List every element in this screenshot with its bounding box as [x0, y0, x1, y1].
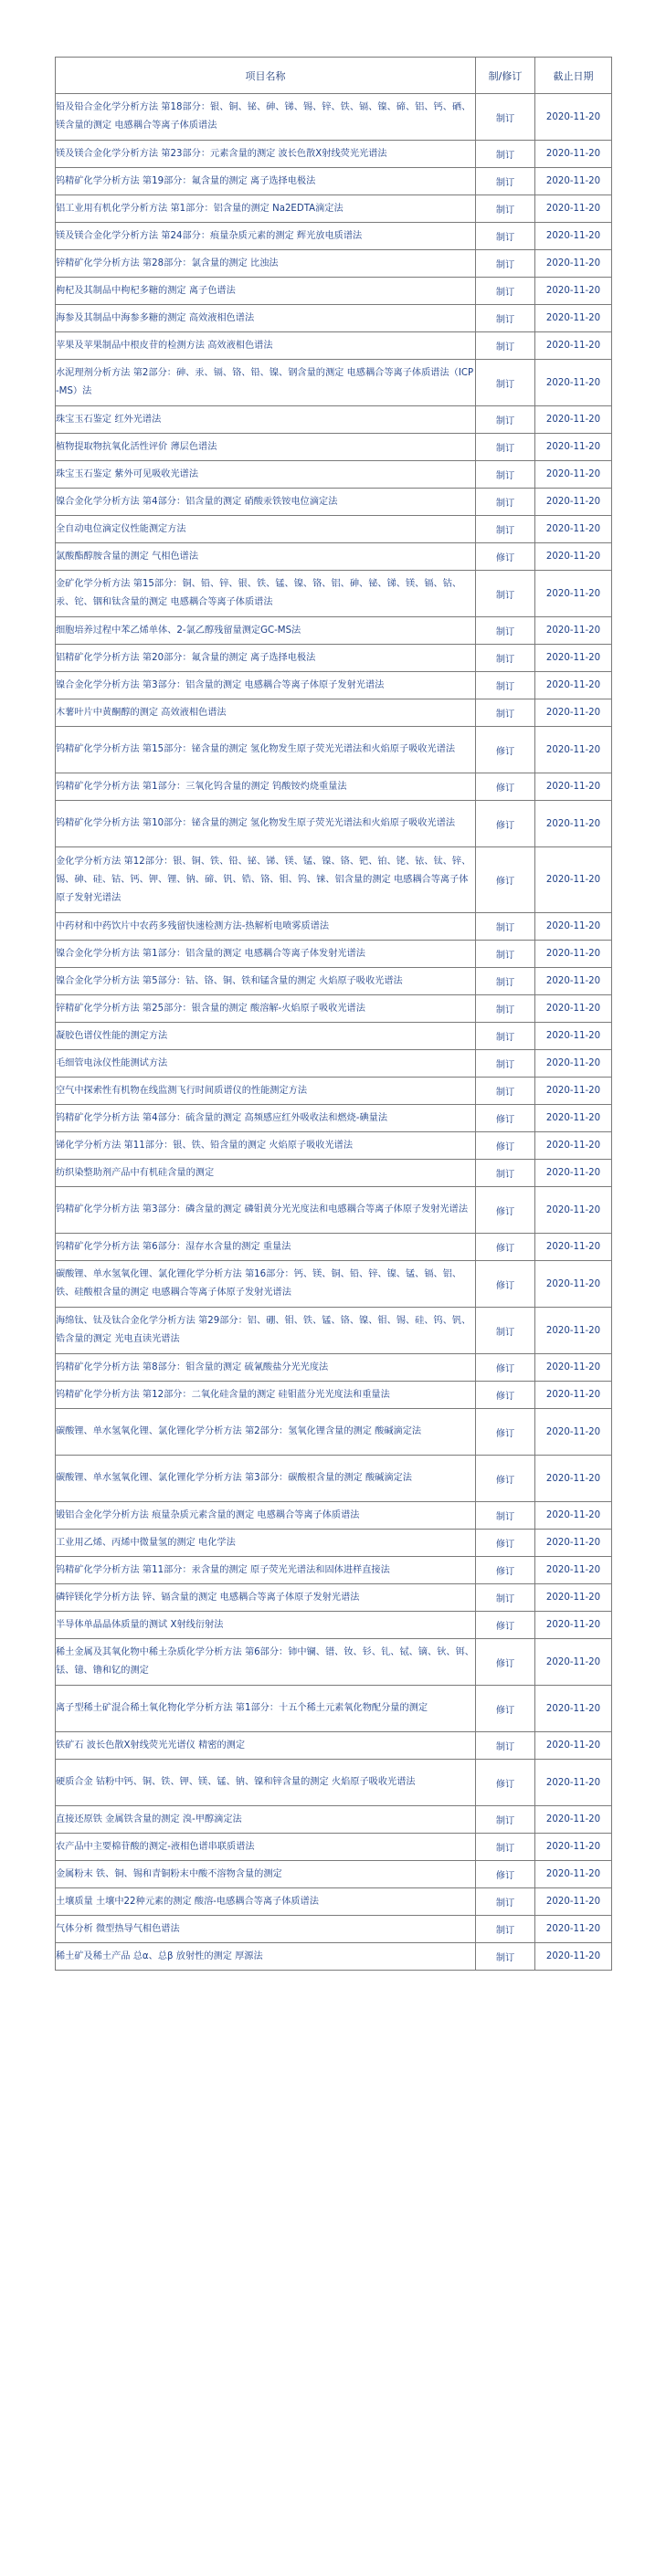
cell-deadline: 2020-11-20	[535, 1132, 612, 1160]
cell-deadline: 2020-11-20	[535, 141, 612, 168]
cell-project-name: 铅及铅合金化学分析方法 第18部分：银、铜、铋、砷、锑、锡、锌、铁、镉、镍、碲、铝、钙、硒、镁含量的测定 电感耦合等离子体质谱法	[56, 94, 476, 141]
cell-deadline: 2020-11-20	[535, 995, 612, 1023]
cell-project-name: 镍合金化学分析方法 第3部分：铝含量的测定 电感耦合等离子体原子发射光谱法	[56, 672, 476, 699]
cell-deadline: 2020-11-20	[535, 913, 612, 941]
cell-type: 制订	[476, 1916, 535, 1943]
cell-deadline: 2020-11-20	[535, 1916, 612, 1943]
cell-type: 制订	[476, 195, 535, 223]
cell-deadline: 2020-11-20	[535, 1834, 612, 1861]
table-row	[56, 1409, 612, 1456]
table-row	[56, 941, 612, 968]
cell-type: 修订	[476, 801, 535, 847]
cell-type: 制订	[476, 995, 535, 1023]
cell-project-name: 铁矿石 波长色散X射线荧光光谱仪 精密的测定	[56, 1732, 476, 1760]
table-row	[56, 250, 612, 278]
table-row	[56, 516, 612, 543]
cell-type: 制订	[476, 1050, 535, 1078]
cell-type: 修订	[476, 1132, 535, 1160]
cell-deadline: 2020-11-20	[535, 941, 612, 968]
table-row	[56, 1760, 612, 1806]
header-project-name: 项目名称	[56, 58, 476, 94]
table-row	[56, 773, 612, 801]
table-row	[56, 801, 612, 847]
cell-type: 修订	[476, 773, 535, 801]
cell-deadline: 2020-11-20	[535, 489, 612, 516]
cell-deadline: 2020-11-20	[535, 1409, 612, 1456]
cell-project-name: 海参及其制品中海参多糖的测定 高效液相色谱法	[56, 305, 476, 332]
cell-type: 制订	[476, 571, 535, 617]
table-row	[56, 1806, 612, 1834]
cell-deadline: 2020-11-20	[535, 1354, 612, 1382]
cell-project-name: 工业用乙烯、丙烯中微量氢的测定 电化学法	[56, 1530, 476, 1557]
cell-type: 制订	[476, 168, 535, 195]
cell-deadline: 2020-11-20	[535, 1557, 612, 1584]
cell-deadline: 2020-11-20	[535, 672, 612, 699]
cell-type: 制订	[476, 434, 535, 461]
cell-project-name: 金矿化学分析方法 第15部分：铜、铅、锌、银、铁、锰、镍、铬、铝、砷、铋、锑、镁、镉、钴、汞、铊、铟和钛含量的测定 电感耦合等离子体质谱法	[56, 571, 476, 617]
cell-project-name: 钨精矿化学分析方法 第1部分：三氧化钨含量的测定 钨酸铵灼烧重量法	[56, 773, 476, 801]
cell-project-name: 碳酸锂、单水氢氧化锂、氯化锂化学分析方法 第2部分：氢氧化锂含量的测定 酸碱滴定法	[56, 1409, 476, 1456]
cell-project-name: 土壤质量 土壤中22种元素的测定 酸溶-电感耦合等离子体质谱法	[56, 1888, 476, 1916]
cell-deadline: 2020-11-20	[535, 1502, 612, 1530]
cell-deadline: 2020-11-20	[535, 543, 612, 571]
cell-project-name: 苹果及苹果制品中根皮苷的检测方法 高效液相色谱法	[56, 332, 476, 360]
cell-type: 制订	[476, 1806, 535, 1834]
cell-type: 制订	[476, 516, 535, 543]
cell-type: 制订	[476, 1834, 535, 1861]
table-row	[56, 1834, 612, 1861]
cell-deadline: 2020-11-20	[535, 1806, 612, 1834]
cell-deadline: 2020-11-20	[535, 1050, 612, 1078]
cell-deadline: 2020-11-20	[535, 617, 612, 645]
cell-deadline: 2020-11-20	[535, 699, 612, 727]
cell-deadline: 2020-11-20	[535, 1861, 612, 1888]
cell-project-name: 珠宝玉石鉴定 紫外可见吸收光谱法	[56, 461, 476, 489]
cell-project-name: 锑化学分析方法 第11部分：银、铁、铅含量的测定 火焰原子吸收光谱法	[56, 1132, 476, 1160]
cell-type: 制订	[476, 941, 535, 968]
cell-type: 制订	[476, 250, 535, 278]
cell-project-name: 碳酸锂、单水氢氧化锂、氯化锂化学分析方法 第3部分：碳酸根含量的测定 酸碱滴定法	[56, 1456, 476, 1502]
cell-deadline: 2020-11-20	[535, 1888, 612, 1916]
table-row	[56, 1308, 612, 1354]
cell-type: 制订	[476, 332, 535, 360]
cell-type: 制订	[476, 461, 535, 489]
header-type: 制/修订	[476, 58, 535, 94]
cell-deadline: 2020-11-20	[535, 847, 612, 913]
cell-project-name: 钨精矿化学分析方法 第19部分：氟含量的测定 离子选择电极法	[56, 168, 476, 195]
cell-type: 修订	[476, 847, 535, 913]
cell-type: 修订	[476, 1187, 535, 1234]
cell-project-name: 钨精矿化学分析方法 第12部分：二氧化硅含量的测定 硅钼蓝分光光度法和重量法	[56, 1382, 476, 1409]
table-row	[56, 1261, 612, 1308]
table-body	[56, 94, 612, 1971]
table-row	[56, 278, 612, 305]
table-row	[56, 727, 612, 773]
cell-type: 修订	[476, 1456, 535, 1502]
cell-deadline: 2020-11-20	[535, 1530, 612, 1557]
cell-project-name: 锌精矿化学分析方法 第25部分：银含量的测定 酸溶解-火焰原子吸收光谱法	[56, 995, 476, 1023]
table-row	[56, 645, 612, 672]
table-row	[56, 617, 612, 645]
cell-type: 修订	[476, 1261, 535, 1308]
cell-type: 修订	[476, 1612, 535, 1639]
cell-deadline: 2020-11-20	[535, 406, 612, 434]
cell-deadline: 2020-11-20	[535, 571, 612, 617]
cell-project-name: 枸杞及其制品中枸杞多糖的测定 离子色谱法	[56, 278, 476, 305]
standards-table	[55, 57, 612, 1971]
cell-project-name: 细胞培养过程中苯乙烯单体、2-氯乙醇残留量测定GC-MS法	[56, 617, 476, 645]
table-row	[56, 1530, 612, 1557]
table-row	[56, 1050, 612, 1078]
cell-project-name: 稀土金属及其氧化物中稀土杂质化学分析方法 第6部分：铈中镧、镨、钕、钐、钆、铽、镝、钬、铒、铥、镱、镥和钇的测定	[56, 1639, 476, 1686]
cell-project-name: 镍合金化学分析方法 第5部分：钴、铬、铜、铁和锰含量的测定 火焰原子吸收光谱法	[56, 968, 476, 995]
table-row	[56, 913, 612, 941]
cell-project-name: 金化学分析方法 第12部分：银、铜、铁、铅、铋、锑、镁、锰、镍、铬、钯、铂、铑、铱、钛、锌、锡、砷、硅、钴、钙、钾、锂、钠、碲、钒、锆、铬、钼、钨、铼、铝含量的测定 电感耦合等离子体原子发射光谱法	[56, 847, 476, 913]
cell-type: 制订	[476, 141, 535, 168]
cell-type: 修订	[476, 1686, 535, 1732]
cell-type: 制订	[476, 1078, 535, 1105]
cell-deadline: 2020-11-20	[535, 773, 612, 801]
cell-project-name: 镁及镁合金化学分析方法 第23部分：元素含量的测定 波长色散X射线荧光光谱法	[56, 141, 476, 168]
table-row	[56, 141, 612, 168]
cell-deadline: 2020-11-20	[535, 1105, 612, 1132]
table-row	[56, 332, 612, 360]
cell-type: 制订	[476, 94, 535, 141]
table-row	[56, 699, 612, 727]
cell-project-name: 中药材和中药饮片中农药多残留快速检测方法-热解析电喷雾质谱法	[56, 913, 476, 941]
cell-type: 制订	[476, 1023, 535, 1050]
cell-deadline: 2020-11-20	[535, 1023, 612, 1050]
cell-project-name: 硬质合金 钴粉中钙、铜、铁、钾、镁、锰、钠、镍和锌含量的测定 火焰原子吸收光谱法	[56, 1760, 476, 1806]
cell-deadline: 2020-11-20	[535, 968, 612, 995]
cell-type: 制订	[476, 278, 535, 305]
cell-project-name: 锌精矿化学分析方法 第28部分：氯含量的测定 比浊法	[56, 250, 476, 278]
table-row	[56, 543, 612, 571]
table-header-row	[56, 58, 612, 94]
cell-project-name: 钨精矿化学分析方法 第8部分：钼含量的测定 硫氰酸盐分光光度法	[56, 1354, 476, 1382]
cell-deadline: 2020-11-20	[535, 645, 612, 672]
cell-type: 制订	[476, 968, 535, 995]
table-row	[56, 1916, 612, 1943]
cell-project-name: 碳酸锂、单水氢氧化锂、氯化锂化学分析方法 第16部分：钙、镁、铜、铅、锌、镍、锰、镉、铝、铁、硅酸根含量的测定 电感耦合等离子体原子发射光谱法	[56, 1261, 476, 1308]
cell-project-name: 钨精矿化学分析方法 第10部分：铋含量的测定 氢化物发生原子荧光光谱法和火焰原子吸收光谱法	[56, 801, 476, 847]
table-row	[56, 1732, 612, 1760]
cell-project-name: 水泥理剂分析方法 第2部分：砷、汞、镉、铬、铅、镍、钢含量的测定 电感耦合等离子体质谱法（ICP-MS）法	[56, 360, 476, 406]
cell-project-name: 气体分析 微型热导气相色谱法	[56, 1916, 476, 1943]
cell-project-name: 铝精矿化学分析方法 第20部分：氟含量的测定 离子选择电极法	[56, 645, 476, 672]
cell-project-name: 空气中探索性有机物在线监测飞行时间质谱仪的性能测定方法	[56, 1078, 476, 1105]
cell-type: 修订	[476, 1861, 535, 1888]
cell-deadline: 2020-11-20	[535, 1639, 612, 1686]
cell-project-name: 植物提取物抗氧化活性评价 薄层色谱法	[56, 434, 476, 461]
cell-deadline: 2020-11-20	[535, 434, 612, 461]
table-row	[56, 847, 612, 913]
cell-deadline: 2020-11-20	[535, 305, 612, 332]
table-row	[56, 1686, 612, 1732]
table-row	[56, 1078, 612, 1105]
cell-project-name: 金属粉末 铁、铜、锡和青铜粉末中酸不溶物含量的测定	[56, 1861, 476, 1888]
cell-type: 制订	[476, 305, 535, 332]
table-row	[56, 672, 612, 699]
table-row	[56, 1888, 612, 1916]
cell-deadline: 2020-11-20	[535, 1078, 612, 1105]
table-row	[56, 1160, 612, 1187]
cell-deadline: 2020-11-20	[535, 1160, 612, 1187]
cell-deadline: 2020-11-20	[535, 1234, 612, 1261]
cell-type: 制订	[476, 406, 535, 434]
cell-type: 制订	[476, 617, 535, 645]
table-row	[56, 1861, 612, 1888]
table-row	[56, 1639, 612, 1686]
table-row	[56, 1612, 612, 1639]
cell-type: 制订	[476, 1160, 535, 1187]
cell-deadline: 2020-11-20	[535, 1308, 612, 1354]
cell-deadline: 2020-11-20	[535, 1382, 612, 1409]
table-row	[56, 1502, 612, 1530]
cell-type: 修订	[476, 1639, 535, 1686]
cell-deadline: 2020-11-20	[535, 1943, 612, 1971]
cell-project-name: 离子型稀土矿混合稀土氧化物化学分析方法 第1部分：十五个稀土元素氧化物配分量的测定	[56, 1686, 476, 1732]
cell-type: 修订	[476, 1530, 535, 1557]
cell-type: 修订	[476, 1557, 535, 1584]
cell-type: 制订	[476, 1943, 535, 1971]
cell-project-name: 直接还原铁 金属铁含量的测定 溴-甲醇滴定法	[56, 1806, 476, 1834]
cell-project-name: 农产品中主要棉苷酸的测定-液相色谱串联质谱法	[56, 1834, 476, 1861]
cell-project-name: 半导体单晶晶体质量的测试 X射线衍射法	[56, 1612, 476, 1639]
cell-project-name: 氯酸酯醇胺含量的测定 气相色谱法	[56, 543, 476, 571]
cell-type: 制订	[476, 1732, 535, 1760]
cell-deadline: 2020-11-20	[535, 1456, 612, 1502]
table-row	[56, 406, 612, 434]
cell-deadline: 2020-11-20	[535, 1261, 612, 1308]
cell-type: 修订	[476, 1105, 535, 1132]
cell-type: 修订	[476, 1382, 535, 1409]
cell-project-name: 钨精矿化学分析方法 第4部分：硫含量的测定 高频感应红外吸收法和燃烧-碘量法	[56, 1105, 476, 1132]
cell-type: 修订	[476, 1354, 535, 1382]
cell-type: 制订	[476, 1502, 535, 1530]
cell-project-name: 镁及镁合金化学分析方法 第24部分：痕量杂质元素的测定 辉光放电质谱法	[56, 223, 476, 250]
cell-deadline: 2020-11-20	[535, 168, 612, 195]
cell-type: 修订	[476, 1760, 535, 1806]
cell-deadline: 2020-11-20	[535, 94, 612, 141]
table-row	[56, 1584, 612, 1612]
header-deadline: 截止日期	[535, 58, 612, 94]
cell-deadline: 2020-11-20	[535, 516, 612, 543]
cell-project-name: 毛细管电泳仪性能测试方法	[56, 1050, 476, 1078]
table-row	[56, 1234, 612, 1261]
table-row	[56, 1105, 612, 1132]
cell-project-name: 镍合金化学分析方法 第4部分：铝含量的测定 硝酸汞铁铵电位滴定法	[56, 489, 476, 516]
cell-deadline: 2020-11-20	[535, 1187, 612, 1234]
cell-type: 制订	[476, 1584, 535, 1612]
cell-deadline: 2020-11-20	[535, 801, 612, 847]
table-row	[56, 571, 612, 617]
cell-project-name: 凝胶色谱仪性能的测定方法	[56, 1023, 476, 1050]
table-row	[56, 94, 612, 141]
table-row	[56, 489, 612, 516]
cell-project-name: 磷锌镁化学分析方法 锌、镉含量的测定 电感耦合等离子体原子发射光谱法	[56, 1584, 476, 1612]
table-row	[56, 1187, 612, 1234]
cell-deadline: 2020-11-20	[535, 195, 612, 223]
cell-deadline: 2020-11-20	[535, 223, 612, 250]
cell-type: 修订	[476, 543, 535, 571]
table-row	[56, 168, 612, 195]
cell-project-name: 钨精矿化学分析方法 第3部分：磷含量的测定 磷钼黄分光光度法和电感耦合等离子体原子发射光谱法	[56, 1187, 476, 1234]
cell-deadline: 2020-11-20	[535, 250, 612, 278]
table-row	[56, 305, 612, 332]
cell-type: 制订	[476, 913, 535, 941]
table-row	[56, 1382, 612, 1409]
cell-project-name: 钨精矿化学分析方法 第6部分：湿存水含量的测定 重量法	[56, 1234, 476, 1261]
table-row	[56, 461, 612, 489]
table-row	[56, 223, 612, 250]
cell-project-name: 铝工业用有机化学分析方法 第1部分：铝含量的测定 Na2EDTA滴定法	[56, 195, 476, 223]
cell-type: 修订	[476, 727, 535, 773]
cell-deadline: 2020-11-20	[535, 1732, 612, 1760]
table-row	[56, 995, 612, 1023]
cell-project-name: 纺织染整助剂产品中有机硅含量的测定	[56, 1160, 476, 1187]
cell-project-name: 海绵钛、钛及钛合金化学分析方法 第29部分：铝、硼、钼、铁、锰、铬、镍、钼、锡、硅、钨、钒、锆含量的测定 光电直读光谱法	[56, 1308, 476, 1354]
cell-type: 制订	[476, 360, 535, 406]
table-row	[56, 1943, 612, 1971]
cell-project-name: 锻铝合金化学分析方法 痕量杂质元素含量的测定 电感耦合等离子体质谱法	[56, 1502, 476, 1530]
cell-type: 制订	[476, 489, 535, 516]
cell-type: 制订	[476, 699, 535, 727]
table-row	[56, 1354, 612, 1382]
cell-deadline: 2020-11-20	[535, 1760, 612, 1806]
cell-type: 制订	[476, 223, 535, 250]
cell-type: 修订	[476, 1409, 535, 1456]
cell-type: 制订	[476, 1308, 535, 1354]
table-row	[56, 1023, 612, 1050]
cell-project-name: 珠宝玉石鉴定 红外光谱法	[56, 406, 476, 434]
table-row	[56, 434, 612, 461]
cell-deadline: 2020-11-20	[535, 461, 612, 489]
table-row	[56, 968, 612, 995]
cell-project-name: 木薯叶片中黄酮醇的测定 高效液相色谱法	[56, 699, 476, 727]
cell-type: 修订	[476, 1234, 535, 1261]
table-row	[56, 360, 612, 406]
cell-deadline: 2020-11-20	[535, 278, 612, 305]
cell-deadline: 2020-11-20	[535, 727, 612, 773]
cell-project-name: 钨精矿化学分析方法 第11部分：汞含量的测定 原子荧光光谱法和固体进样直接法	[56, 1557, 476, 1584]
cell-project-name: 镍合金化学分析方法 第1部分：铝含量的测定 电感耦合等离子体发射光谱法	[56, 941, 476, 968]
cell-type: 制订	[476, 645, 535, 672]
cell-deadline: 2020-11-20	[535, 332, 612, 360]
cell-deadline: 2020-11-20	[535, 1686, 612, 1732]
cell-project-name: 稀土矿及稀土产品 总α、总β 放射性的测定 厚源法	[56, 1943, 476, 1971]
table-row	[56, 1557, 612, 1584]
table-row	[56, 1456, 612, 1502]
cell-type: 制订	[476, 1888, 535, 1916]
table-row	[56, 1132, 612, 1160]
cell-type: 制订	[476, 672, 535, 699]
cell-project-name: 钨精矿化学分析方法 第15部分：铋含量的测定 氢化物发生原子荧光光谱法和火焰原子吸收光谱法	[56, 727, 476, 773]
cell-deadline: 2020-11-20	[535, 1612, 612, 1639]
cell-deadline: 2020-11-20	[535, 360, 612, 406]
cell-project-name: 全自动电位滴定仪性能测定方法	[56, 516, 476, 543]
table-row	[56, 195, 612, 223]
cell-deadline: 2020-11-20	[535, 1584, 612, 1612]
